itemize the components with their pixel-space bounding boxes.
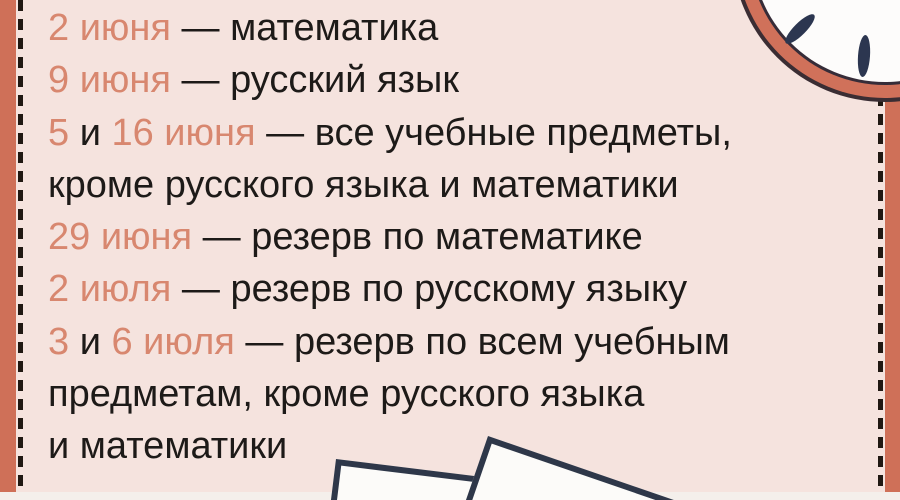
- subject-text: — резерв по математике: [192, 216, 643, 259]
- schedule-line: [48, 107, 768, 159]
- date-text: 3: [48, 320, 70, 363]
- date-text: 2 июня: [48, 7, 171, 49]
- conjunction-text: и: [69, 111, 112, 154]
- date-text: 2 июля: [48, 268, 172, 311]
- exam-schedule-list: [48, 2, 768, 473]
- subject-text: кроме русского языка и математики: [48, 163, 679, 206]
- conjunction-text: и: [69, 320, 112, 363]
- schedule-line: [48, 2, 768, 54]
- schedule-line: [48, 54, 768, 106]
- subject-text: и математики: [48, 425, 288, 468]
- schedule-line: [48, 368, 768, 420]
- subject-text: — резерв по русскому языку: [171, 268, 688, 311]
- schedule-line: [48, 159, 768, 211]
- schedule-line: [48, 420, 768, 472]
- clock-icon: [732, 0, 900, 102]
- schedule-line: [48, 263, 768, 315]
- left-dashed-line: [18, 0, 23, 492]
- schedule-line: [48, 316, 768, 368]
- subject-text: предметам, кроме русского языка: [48, 373, 645, 416]
- subject-text: — резерв по всем учебным: [234, 320, 730, 363]
- date-text: 16 июня: [111, 111, 256, 154]
- subject-text: — русский язык: [170, 59, 459, 102]
- date-text: 5: [48, 111, 70, 154]
- left-border-strip: [0, 0, 16, 492]
- date-text: 29 июня: [48, 216, 193, 259]
- date-text: 9 июня: [48, 59, 171, 102]
- subject-text: — математика: [170, 7, 439, 49]
- date-text: 6 июля: [111, 320, 235, 363]
- schedule-line: [48, 211, 768, 263]
- subject-text: — все учебные предметы,: [255, 111, 732, 154]
